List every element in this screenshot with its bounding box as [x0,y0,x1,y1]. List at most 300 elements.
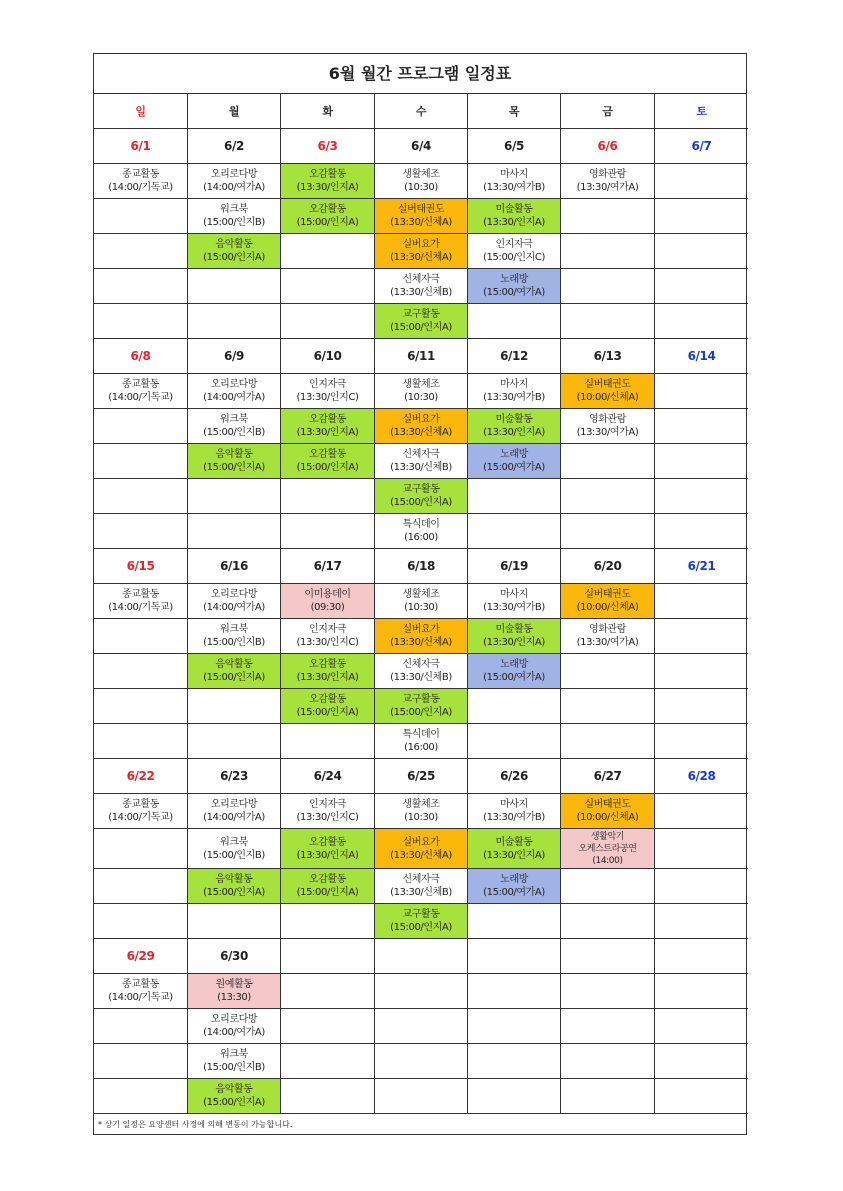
activity-time: (14:00/여가A) [203,392,265,403]
activity-cell [468,654,561,689]
activity-cell [561,164,655,199]
day-header-label: 화 [322,104,333,118]
empty-cell [94,619,188,654]
activity-time: (10:00/신체A) [576,602,639,613]
empty-cell [281,269,375,304]
activity-cell [561,619,655,654]
activity-name: 노래방 [500,449,528,460]
activity-name: 워크북 [220,1049,248,1060]
activity-cell [561,409,655,444]
empty-cell [188,904,281,939]
date-cell [655,129,748,164]
activity-name: 이미용데이 [304,589,351,600]
activity-cell [281,829,375,869]
activity-time: (13:30/인지A) [483,427,545,438]
activity-time: (13:30/인지A) [483,217,545,228]
day-header-label: 목 [508,104,520,118]
empty-cell [281,1079,375,1114]
empty-cell [94,304,188,339]
empty-cell [188,304,281,339]
activity-time: (13:30/인지A) [483,637,545,648]
activity-time: (13:30/인지A) [296,427,359,438]
activity-name: 마사지 [500,799,528,810]
empty-cell [468,1079,561,1114]
date-cell [94,939,188,974]
empty-cell [281,1009,375,1044]
activity-name: 오감활동 [308,169,347,180]
activity-name: 원예활동 [215,979,253,990]
empty-cell [94,1079,188,1114]
date-label: 6/16 [220,558,248,573]
empty-cell [94,1044,188,1079]
activity-cell [281,444,375,479]
activity-cell [188,1009,281,1044]
activity-name: 영화관람 [588,414,627,425]
empty-cell [655,1044,748,1079]
activity-time: (14:00/여가A) [203,812,265,823]
empty-cell [561,199,655,234]
activity-cell [188,444,281,479]
date-label: 6/9 [224,348,244,363]
activity-time: (15:00/인지A) [296,887,359,898]
activity-name: 오리로다방 [210,589,258,600]
empty-cell [655,479,748,514]
empty-cell [561,654,655,689]
activity-name: 종교활동 [121,799,160,810]
activity-name: 신체자극 [402,874,440,885]
empty-cell [561,1079,655,1114]
activity-name: 생활체조 [402,799,440,810]
page-title: 6월 월간 프로그램 일정표 [94,54,746,94]
activity-cell [94,374,188,409]
date-cell [188,339,281,374]
empty-cell [94,1009,188,1044]
empty-cell [655,1079,748,1114]
empty-cell [561,869,655,904]
activity-cell [375,584,468,619]
activity-cell [375,234,468,269]
activity-name: 미술활동 [495,204,533,215]
activity-time: (15:00/인지B) [203,637,265,648]
date-cell [188,549,281,584]
activity-cell [375,904,468,939]
empty-cell [281,304,375,339]
activity-name: 실버태권도 [584,799,631,810]
activity-name: 워크북 [220,414,248,425]
activity-cell [468,409,561,444]
activity-name: 특식데이 [402,519,440,530]
activity-cell [281,164,375,199]
activity-time: (15:00/여가A) [483,887,545,898]
day-header-label: 일 [135,104,146,118]
empty-cell [188,479,281,514]
date-label: 6/12 [500,348,528,363]
date-cell [375,939,468,974]
day-header [375,94,468,129]
activity-time: (15:00/인지A) [296,462,359,473]
empty-cell [188,514,281,549]
activity-name: 오감활동 [308,204,347,215]
empty-cell [468,1044,561,1079]
empty-cell [655,974,748,1009]
day-header-label: 월 [228,104,240,118]
date-label: 6/7 [691,138,712,153]
activity-time: (13:30/인지C) [296,812,359,823]
empty-cell [281,514,375,549]
activity-time: (13:30/여가B) [483,602,545,613]
empty-cell [94,409,188,444]
activity-name: 노래방 [500,659,528,670]
activity-time: (10:30) [404,182,438,193]
date-cell [281,549,375,584]
activity-cell [375,689,468,724]
activity-cell [188,409,281,444]
date-label: 6/1 [130,138,151,153]
activity-time: (15:00/인지B) [203,217,265,228]
date-cell [375,129,468,164]
activity-time: (10:30) [404,812,438,823]
empty-cell [188,269,281,304]
activity-name: 생활체조 [402,169,440,180]
date-cell [468,939,561,974]
date-cell [281,339,375,374]
activity-name: 음악활동 [215,874,253,885]
activity-time: (13:30/신체A) [390,252,452,263]
empty-cell [468,514,561,549]
date-cell [188,759,281,794]
empty-cell [561,1044,655,1079]
empty-cell [281,724,375,759]
date-label: 6/23 [220,768,248,783]
activity-cell [375,164,468,199]
activity-name: 오감활동 [308,836,347,848]
activity-name: 음악활동 [215,239,253,250]
activity-time: (14:00/기독교) [108,602,173,613]
activity-cell [468,794,561,829]
empty-cell [561,904,655,939]
activity-cell [375,829,468,869]
activity-time: (14:00/기독교) [108,392,173,403]
activity-name: 오감활동 [308,414,347,425]
activity-name: 교구활동 [402,909,440,920]
empty-cell [655,164,748,199]
empty-cell [375,1044,468,1079]
empty-cell [281,1044,375,1079]
activity-cell [281,869,375,904]
activity-time: (14:00/기독교) [108,992,173,1003]
empty-cell [375,974,468,1009]
activity-cell [375,619,468,654]
activity-name: 신체자극 [402,659,440,670]
activity-time: (15:00/인지B) [203,427,265,438]
date-label: 6/24 [313,768,342,783]
activity-cell [468,444,561,479]
date-cell [561,339,655,374]
empty-cell [655,374,748,409]
empty-cell [94,269,188,304]
day-header-label: 토 [696,104,707,118]
activity-name: 생활악기 [590,831,625,842]
activity-cell [188,1044,281,1079]
activity-time: (13:30/인지C) [296,637,359,648]
activity-time: (13:30/신체A) [390,849,452,861]
activity-time: (10:30) [404,602,438,613]
date-label: 6/10 [313,348,342,363]
day-header [188,94,281,129]
date-label: 6/15 [126,558,155,573]
date-label: 6/11 [407,348,435,363]
activity-name: 노래방 [500,874,528,885]
date-cell [655,339,748,374]
date-label: 6/29 [126,948,155,963]
activity-name: 오감활동 [308,874,347,885]
empty-cell [468,724,561,759]
activity-cell [188,619,281,654]
activity-time: (13:30/여가B) [483,392,545,403]
activity-cell [281,794,375,829]
activity-name: 영화관람 [588,169,627,180]
empty-cell [94,829,188,869]
date-cell [375,549,468,584]
date-cell [468,549,561,584]
activity-time: (13:30) [217,992,251,1003]
activity-time: (13:30/여가A) [576,427,639,438]
activity-name: 종교활동 [121,169,160,180]
date-cell [468,129,561,164]
empty-cell [655,689,748,724]
activity-cell [468,269,561,304]
activity-time: (15:00/인지B) [203,849,265,861]
activity-name: 신체자극 [402,274,440,285]
activity-time: (13:30/인지A) [483,849,545,861]
activity-time: (14:00/기독교) [108,812,173,823]
empty-cell [655,829,748,869]
day-header [468,94,561,129]
activity-name: 인지자극 [308,379,347,390]
date-cell [281,939,375,974]
activity-time: (15:00/여가A) [483,287,545,298]
empty-cell [655,904,748,939]
date-label: 6/14 [687,348,716,363]
activity-cell [375,514,468,549]
date-label: 6/27 [593,768,622,783]
activity-subtitle: 오케스트라공연 [578,843,637,854]
activity-name: 인지자극 [308,624,347,635]
activity-name: 워크북 [220,624,248,635]
empty-cell [94,654,188,689]
date-cell [655,759,748,794]
activity-cell [281,619,375,654]
activity-name: 오감활동 [308,694,347,705]
activity-time: (13:30/신체A) [390,217,452,228]
activity-name: 음악활동 [215,659,253,670]
day-header [281,94,375,129]
activity-cell [188,584,281,619]
activity-cell [375,409,468,444]
activity-cell [561,584,655,619]
activity-cell [188,164,281,199]
activity-cell [375,794,468,829]
activity-cell [188,974,281,1009]
date-label: 6/18 [407,558,435,573]
activity-name: 워크북 [220,836,248,848]
empty-cell [655,654,748,689]
activity-cell [94,164,188,199]
date-cell [188,939,281,974]
date-label: 6/26 [500,768,528,783]
date-cell [94,339,188,374]
empty-cell [281,904,375,939]
activity-name: 신체자극 [402,449,440,460]
activity-name: 생활체조 [402,379,440,390]
activity-time: (15:00/인지A) [296,707,359,718]
date-label: 6/28 [687,768,716,783]
activity-cell [468,374,561,409]
activity-cell [281,374,375,409]
activity-cell [561,794,655,829]
activity-cell [468,619,561,654]
activity-time: (15:00/여가A) [483,672,545,683]
activity-name: 오리로다방 [210,1014,258,1025]
activity-time: (13:30/신체A) [390,427,452,438]
date-label: 6/4 [411,138,431,153]
activity-name: 실버요가 [402,836,440,848]
empty-cell [655,199,748,234]
activity-cell [375,869,468,904]
activity-name: 오리로다방 [210,379,258,390]
empty-cell [281,974,375,1009]
date-cell [375,339,468,374]
empty-cell [655,619,748,654]
empty-cell [655,409,748,444]
activity-name: 미술활동 [495,414,533,425]
activity-cell [375,269,468,304]
empty-cell [655,869,748,904]
activity-cell [468,164,561,199]
activity-cell [375,304,468,339]
activity-cell [188,199,281,234]
activity-name: 실버요가 [402,624,440,635]
activity-time: (13:30/신체B) [390,462,452,473]
activity-name: 노래방 [500,274,528,285]
activity-name: 음악활동 [215,449,253,460]
day-header [655,94,748,129]
activity-name: 교구활동 [402,484,440,495]
activity-name: 오리로다방 [210,799,258,810]
activity-cell [561,374,655,409]
day-header-label: 수 [415,104,427,118]
activity-time: (09:30) [310,602,345,613]
date-cell [561,549,655,584]
activity-time: (15:00/인지A) [203,1097,265,1108]
activity-time: (13:30/신체B) [390,887,452,898]
empty-cell [561,974,655,1009]
activity-name: 특식데이 [402,729,440,740]
empty-cell [94,724,188,759]
activity-time: (15:00/인지A) [390,922,452,933]
empty-cell [561,724,655,759]
activity-time: (14:00/여가A) [203,602,265,613]
activity-time: (13:30/여가B) [483,182,545,193]
date-cell [281,129,375,164]
activity-cell [188,374,281,409]
empty-cell [561,234,655,269]
empty-cell [655,234,748,269]
date-cell [281,759,375,794]
empty-cell [561,1009,655,1044]
activity-name: 실버요가 [402,239,440,250]
empty-cell [468,304,561,339]
empty-cell [94,904,188,939]
date-label: 6/13 [593,348,622,363]
activity-time: (13:30/신체A) [390,637,452,648]
activity-cell [188,869,281,904]
date-label: 6/17 [313,558,342,573]
activity-cell [375,654,468,689]
empty-cell [655,304,748,339]
empty-cell [281,479,375,514]
date-cell [468,339,561,374]
activity-cell [375,374,468,409]
empty-cell [468,479,561,514]
empty-cell [655,514,748,549]
date-cell [94,759,188,794]
empty-cell [94,689,188,724]
empty-cell [94,199,188,234]
date-label: 6/6 [597,138,618,153]
empty-cell [655,1009,748,1044]
empty-cell [561,269,655,304]
day-header [94,94,188,129]
empty-cell [94,444,188,479]
activity-cell [468,869,561,904]
empty-cell [468,689,561,724]
activity-name: 마사지 [500,169,528,180]
activity-time: (15:00/인지A) [390,322,452,333]
activity-time: (15:00/인지A) [203,887,265,898]
activity-cell [281,654,375,689]
empty-cell [655,794,748,829]
activity-name: 실버요가 [402,414,440,425]
activity-cell [281,689,375,724]
activity-time: (15:00/인지A) [390,707,452,718]
activity-name: 미술활동 [495,624,533,635]
date-cell [94,129,188,164]
activity-time: (14:00/기독교) [108,182,173,193]
activity-time: (13:30/인지A) [296,182,359,193]
date-cell [468,759,561,794]
empty-cell [561,479,655,514]
empty-cell [94,514,188,549]
activity-cell [468,829,561,869]
activity-name: 실버태권도 [397,204,445,215]
empty-cell [655,444,748,479]
activity-time: (15:00/인지A) [203,252,265,263]
empty-cell [655,584,748,619]
activity-name: 인지자극 [495,239,533,250]
activity-cell [468,199,561,234]
activity-time: (10:30) [404,392,438,403]
activity-cell [561,829,655,869]
schedule-sheet [93,53,747,1135]
activity-time: (13:30/신체B) [390,287,452,298]
activity-time: (15:00/여가A) [483,462,545,473]
activity-cell [281,409,375,444]
activity-cell [94,974,188,1009]
empty-cell [468,904,561,939]
activity-name: 워크북 [220,204,248,215]
date-cell [561,939,655,974]
